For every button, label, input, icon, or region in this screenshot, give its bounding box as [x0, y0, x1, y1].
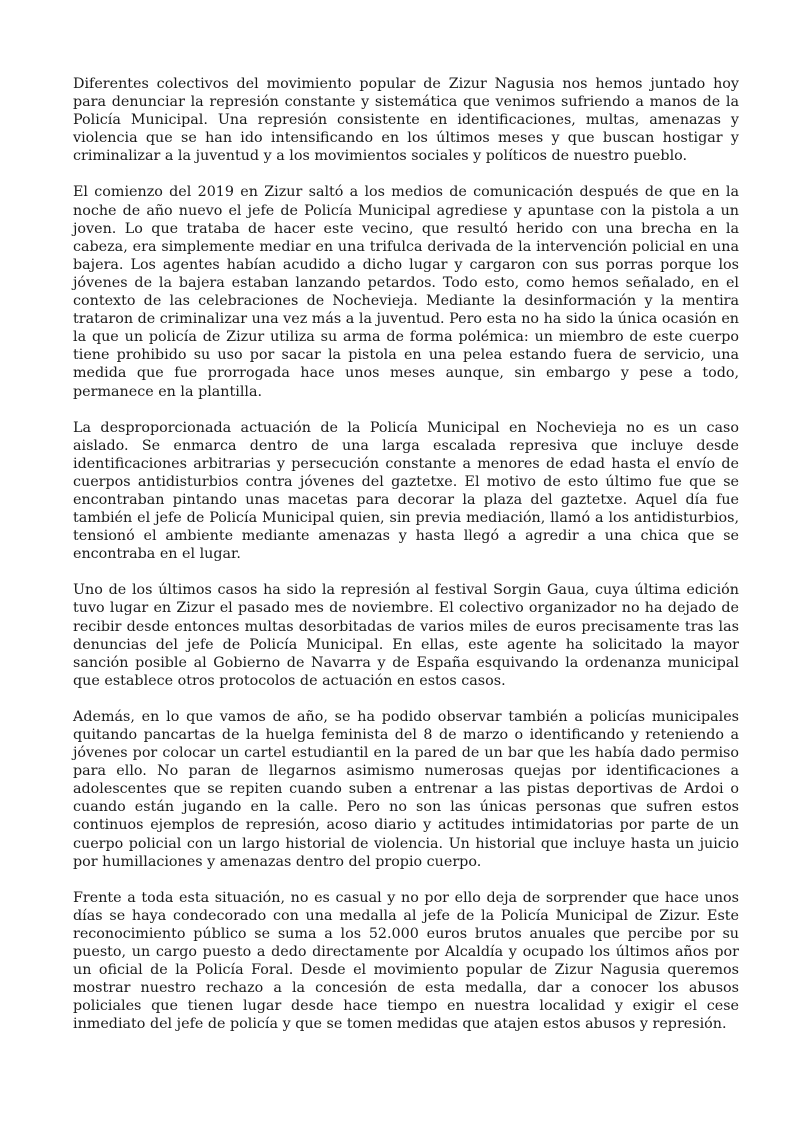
paragraph-3: La desproporcionada actuación de la Policía Municipal en Nochevieja no es un caso aislado. Se enmarca dentro de una larga escalada represiva que incluye desde identificaciones arbitrarias y persecución constante a menores de edad hasta el envío de cuerpos antidisturbios contra jóvenes del gaztetxe. El motivo de esto último fue que se encontraban pintando unas macetas para decorar la plaza del gaztetxe. Aquel día fue también el jefe de Policía Municipal quien, sin previa mediación, llamó a los antidisturbios, tensionó el ambiente mediante amenazas y hasta llegó a agredir a una chica que se encontraba en el lugar. [73, 419, 739, 563]
paragraph-1: Diferentes colectivos del movimiento popular de Zizur Nagusia nos hemos juntado hoy para denunciar la represión constante y sistemática que venimos sufriendo a manos de la Policía Municipal. Una represión consistente en identificaciones, multas, amenazas y violencia que se han ido intensificando en los últimos meses y que buscan hostigar y criminalizar a la juventud y a los movimientos sociales y políticos de nuestro pueblo. [73, 76, 739, 165]
document-body [73, 75, 739, 1052]
paragraph-4: Uno de los últimos casos ha sido la represión al festival Sorgin Gaua, cuya última edición tuvo lugar en Zizur el pasado mes de noviembre. El colectivo organizador no ha dejado de recibir desde entonces multas desorbitadas de varios miles de euros precisamente tras las denuncias del jefe de Policía Municipal. En ellas, este agente ha solicitado la mayor sanción posible al Gobierno de Navarra y de España esquivando la ordenanza municipal que establece otros protocolos de actuación en estos casos. [73, 582, 739, 689]
paragraph-6: Frente a toda esta situación, no es casual y no por ello deja de sorprender que hace unos días se haya condecorado con una medalla al jefe de la Policía Municipal de Zizur. Este reconocimiento público se suma a los 52.000 euros brutos anuales que percibe por su puesto, un cargo puesto a dedo directamente por Alcaldía y ocupado los últimos años por un oficial de la Policía Foral. Desde el movimiento popular de Zizur Nagusia queremos mostrar nuestro rechazo a la concesión de esta medalla, dar a conocer los abusos policiales que tienen lugar desde hace tiempo en nuestra localidad y exigir el cese inmediato del jefe de policía y que se tomen medidas que atajen estos abusos y represión. [73, 889, 739, 1033]
paragraph-2: El comienzo del 2019 en Zizur saltó a los medios de comunicación después de que en la noche de año nuevo el jefe de Policía Municipal agrediese y apuntase con la pistola a un joven. Lo que trataba de hacer este vecino, que resultó herido con una brecha en la cabeza, era simplemente mediar en una trifulca derivada de la intervención policial en una bajera. Los agentes habían acudido a dicho lugar y cargaron con sus porras porque los jóvenes de la bajera estaban lanzando petardos. Todo esto, como hemos señalado, en el contexto de las celebraciones de Nochevieja. Mediante la desinformación y la mentira trataron de criminalizar una vez más a la juventud. Pero esta no ha sido la única ocasión en la que un policía de Zizur utiliza su arma de forma polémica: un miembro de este cuerpo tiene prohibido su uso por sacar la pistola en una pelea estando fuera de servicio, una medida que fue prorrogada hace unos meses aunque, sin embargo y pese a todo, permanece en la plantilla. [73, 184, 739, 400]
paragraph-5: Además, en lo que vamos de año, se ha podido observar también a policías municipales quitando pancartas de la huelga feminista del 8 de marzo o identificando y reteniendo a jóvenes por colocar un cartel estudiantil en la pared de un bar que les había dado permiso para ello. No paran de llegarnos asimismo numerosas quejas por identificaciones a adolescentes que se repiten cuando suben a entrenar a las pistas deportivas de Ardoi o cuando están jugando en la calle. Pero no son las únicas personas que sufren estos continuos ejemplos de represión, acoso diario y actitudes intimidatorias por parte de un cuerpo policial con un largo historial de violencia. Un historial que incluye hasta un juicio por humillaciones y amenazas dentro del propio cuerpo. [73, 708, 739, 870]
